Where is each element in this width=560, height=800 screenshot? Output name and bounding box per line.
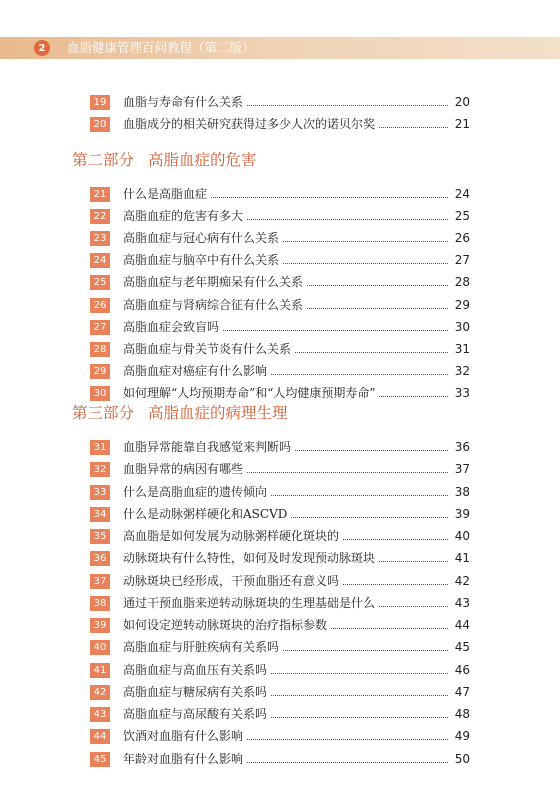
entry-number-badge: 43 [90, 707, 110, 722]
toc-entry[interactable] [90, 551, 470, 567]
entry-page-number: 28 [452, 274, 470, 291]
entry-page-number: 21 [452, 116, 470, 133]
entry-title: 什么是动脉粥样硬化和ASCVD [123, 506, 290, 523]
toc-entry[interactable] [90, 529, 470, 545]
entry-number-badge: 30 [90, 386, 110, 401]
toc-entry[interactable] [90, 596, 470, 612]
entry-title: 高脂血症与脑卒中有什么关系 [123, 252, 282, 269]
entry-page-number: 43 [452, 595, 470, 612]
entry-number-badge: 31 [90, 440, 110, 455]
entry-number-badge: 22 [90, 209, 110, 224]
toc-entry[interactable] [90, 685, 470, 701]
entry-number-badge: 19 [90, 95, 110, 110]
toc-entry[interactable] [90, 507, 470, 523]
entry-page-number: 32 [452, 363, 470, 380]
entry-number-badge: 41 [90, 663, 110, 678]
entry-number-badge: 24 [90, 253, 110, 268]
toc-entry[interactable] [90, 253, 470, 269]
entry-number-badge: 34 [90, 507, 110, 522]
entry-number-badge: 21 [90, 187, 110, 202]
entry-title: 如何理解“人均预期寿命”和“人均健康预期寿命” [123, 385, 379, 402]
entry-number-badge: 26 [90, 298, 110, 313]
entry-number-badge: 28 [90, 342, 110, 357]
entry-page-number: 49 [452, 728, 470, 745]
entry-page-number: 40 [452, 528, 470, 545]
entry-title: 通过干预血脂来逆转动脉斑块的生理基础是什么 [123, 595, 378, 612]
part-title: 高脂血症的病理生理 [148, 404, 288, 422]
entry-number-badge: 40 [90, 640, 110, 655]
entry-page-number: 25 [452, 208, 470, 225]
entry-title: 什么是高脂血症的遗传倾向 [123, 484, 270, 501]
entry-title: 什么是高脂血症 [123, 186, 210, 203]
entry-title: 高脂血症与高尿酸有关系吗 [123, 706, 270, 723]
entry-title: 高脂血症会致盲吗 [123, 319, 222, 336]
book-title: 血脂健康管理百问教程（第二版） [67, 40, 255, 55]
part-heading-3 [72, 401, 288, 425]
toc-entry[interactable] [90, 574, 470, 590]
toc-entry[interactable] [90, 231, 470, 247]
toc-entry[interactable] [90, 117, 470, 133]
entry-title: 如何设定逆转动脉斑块的治疗指标参数 [123, 617, 330, 634]
entry-number-badge: 23 [90, 231, 110, 246]
entry-title: 动脉斑块有什么特性，如何及时发现预动脉斑块 [123, 550, 378, 567]
entry-page-number: 50 [452, 751, 470, 768]
entry-page-number: 30 [452, 319, 470, 336]
toc-entry[interactable] [90, 440, 470, 456]
entry-number-badge: 20 [90, 117, 110, 132]
entry-page-number: 41 [452, 550, 470, 567]
entry-title: 高脂血症与冠心病有什么关系 [123, 230, 282, 247]
entry-page-number: 45 [452, 639, 470, 656]
entry-title: 高脂血症与高血压有关系吗 [123, 662, 270, 679]
entry-number-badge: 33 [90, 485, 110, 500]
part-label: 第三部分 [72, 404, 135, 422]
entry-page-number: 39 [452, 506, 470, 523]
toc-entry[interactable] [90, 462, 470, 478]
entry-number-badge: 38 [90, 596, 110, 611]
toc-entry[interactable] [90, 209, 470, 225]
entry-title: 血脂异常的病因有哪些 [123, 461, 246, 478]
entry-title: 年龄对血脂有什么影响 [123, 751, 246, 768]
toc-entry[interactable] [90, 663, 470, 679]
entry-page-number: 29 [452, 297, 470, 314]
entry-page-number: 46 [452, 662, 470, 679]
entry-page-number: 47 [452, 684, 470, 701]
toc-entry[interactable] [90, 707, 470, 723]
entry-number-badge: 35 [90, 529, 110, 544]
entry-page-number: 44 [452, 617, 470, 634]
entry-page-number: 42 [452, 573, 470, 590]
entry-page-number: 48 [452, 706, 470, 723]
toc-entry[interactable] [90, 275, 470, 291]
entry-title: 血脂成分的相关研究获得过多少人次的诺贝尔奖 [123, 116, 378, 133]
entry-title: 血脂与寿命有什么关系 [123, 94, 246, 111]
entry-page-number: 26 [452, 230, 470, 247]
entry-number-badge: 27 [90, 320, 110, 335]
toc-entry[interactable] [90, 618, 470, 634]
entry-number-badge: 37 [90, 574, 110, 589]
entry-number-badge: 29 [90, 364, 110, 379]
toc-entry[interactable] [90, 298, 470, 314]
entry-number-badge: 45 [90, 752, 110, 767]
entry-title: 饮酒对血脂有什么影响 [123, 728, 246, 745]
entry-number-badge: 32 [90, 462, 110, 477]
toc-entry[interactable] [90, 640, 470, 656]
entry-title: 高脂血症与老年期痴呆有什么关系 [123, 274, 306, 291]
entry-number-badge: 36 [90, 551, 110, 566]
toc-entry[interactable] [90, 386, 470, 402]
toc-entry[interactable] [90, 320, 470, 336]
entry-number-badge: 39 [90, 618, 110, 633]
toc-entry[interactable] [90, 95, 470, 111]
entry-page-number: 31 [452, 341, 470, 358]
entry-page-number: 20 [452, 94, 470, 111]
entry-page-number: 38 [452, 484, 470, 501]
toc-entry[interactable] [90, 364, 470, 380]
part-title: 高脂血症的危害 [148, 151, 257, 169]
entry-page-number: 37 [452, 461, 470, 478]
entry-title: 高脂血症与肾病综合征有什么关系 [123, 297, 306, 314]
entry-page-number: 24 [452, 186, 470, 203]
entry-title: 动脉斑块已经形成，干预血脂还有意义吗 [123, 573, 342, 590]
entry-title: 高脂血症与骨关节炎有什么关系 [123, 341, 294, 358]
toc-entry[interactable] [90, 729, 470, 745]
entry-title: 高脂血症的危害有多大 [123, 208, 246, 225]
entry-number-badge: 42 [90, 685, 110, 700]
entry-title: 高脂血症与肝脏疾病有关系吗 [123, 639, 282, 656]
entry-number-badge: 25 [90, 275, 110, 290]
page-number-badge: 2 [34, 40, 50, 56]
entry-number-badge: 44 [90, 729, 110, 744]
toc-entry[interactable] [90, 342, 470, 358]
part-label: 第二部分 [72, 151, 135, 169]
entry-title: 高血脂是如何发展为动脉粥样硬化斑块的 [123, 528, 342, 545]
entry-page-number: 33 [452, 385, 470, 402]
entry-title: 血脂异常能靠自我感觉来判断吗 [123, 439, 294, 456]
entry-title: 高脂血症对癌症有什么影响 [123, 363, 270, 380]
entry-title: 高脂血症与糖尿病有关系吗 [123, 684, 270, 701]
entry-page-number: 36 [452, 439, 470, 456]
toc-entry[interactable] [90, 485, 470, 501]
entry-page-number: 27 [452, 252, 470, 269]
part-heading-2 [72, 148, 257, 172]
toc-entry[interactable] [90, 752, 470, 768]
toc-entry[interactable] [90, 187, 470, 203]
